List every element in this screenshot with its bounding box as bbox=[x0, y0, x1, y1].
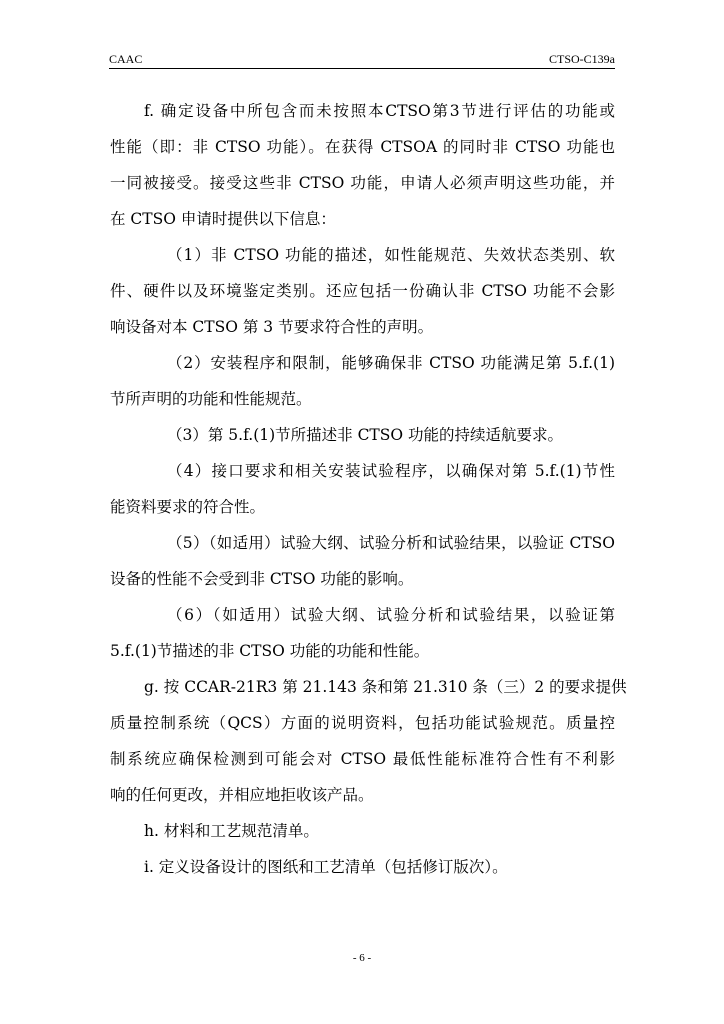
item-2-line: 节所声明的功能和性能规范。 bbox=[110, 390, 312, 408]
item-5-line: （5）（如适用）试验大纲、试验分析和试验结果，以验证 CTSO bbox=[167, 534, 615, 552]
item-4-line: 能资料要求的符合性。 bbox=[110, 498, 266, 516]
item-2-line: （2）安装程序和限制，能够确保非 CTSO 功能满足第 5.f.(1) bbox=[167, 354, 615, 372]
header-divider bbox=[109, 68, 615, 69]
item-6-line: 5.f.(1)节描述的非 CTSO 功能的功能和性能。 bbox=[110, 642, 430, 660]
paragraph-g-line: 响的任何更改，并相应地拒收该产品。 bbox=[110, 786, 374, 804]
paragraph-f-line: 在 CTSO 申请时提供以下信息： bbox=[110, 210, 336, 228]
item-4-line: （4）接口要求和相关安装试验程序，以确保对第 5.f.(1)节性 bbox=[167, 462, 615, 480]
paragraph-g-line: 制系统应确保检测到可能会对 CTSO 最低性能标准符合性有不利影 bbox=[110, 750, 615, 768]
paragraph-h-line: h. 材料和工艺规范清单。 bbox=[144, 822, 319, 840]
page-number: - 6 - bbox=[352, 952, 372, 964]
item-6-line: （6）（如适用）试验大纲、试验分析和试验结果，以验证第 bbox=[167, 606, 615, 624]
paragraph-f-line: 性能（即：非 CTSO 功能）。在获得 CTSOA 的同时非 CTSO 功能也 bbox=[110, 138, 615, 156]
item-3-line: （3）第 5.f.(1)节所描述非 CTSO 功能的持续适航要求。 bbox=[167, 426, 564, 444]
item-5-line: 设备的性能不会受到非 CTSO 功能的影响。 bbox=[110, 570, 414, 588]
paragraph-f-line: 一同被接受。接受这些非 CTSO 功能，申请人必须声明这些功能，并 bbox=[110, 174, 615, 192]
header-org-label: CAAC bbox=[109, 52, 143, 66]
page-header bbox=[109, 52, 615, 68]
paragraph-f-line: f. 确定设备中所包含而未按照本CTSO第3节进行评估的功能或 bbox=[144, 102, 615, 120]
paragraph-i-line: i. 定义设备设计的图纸和工艺清单（包括修订版次）。 bbox=[144, 858, 508, 876]
paragraph-g-line: g. 按 CCAR-21R3 第 21.143 条和第 21.310 条（三）2 的要求提供 bbox=[144, 678, 627, 696]
item-1-line: （1）非 CTSO 功能的描述，如性能规范、失效状态类别、软 bbox=[167, 246, 615, 264]
item-1-line: 响设备对本 CTSO 第 3 节要求符合性的声明。 bbox=[110, 318, 434, 336]
item-1-line: 件、硬件以及环境鉴定类别。还应包括一份确认非 CTSO 功能不会影 bbox=[110, 282, 615, 300]
paragraph-g-line: 质量控制系统（QCS）方面的说明资料，包括功能试验规范。质量控 bbox=[110, 714, 615, 732]
document-body bbox=[110, 93, 627, 885]
header-doc-number: CTSO-C139a bbox=[549, 52, 615, 66]
